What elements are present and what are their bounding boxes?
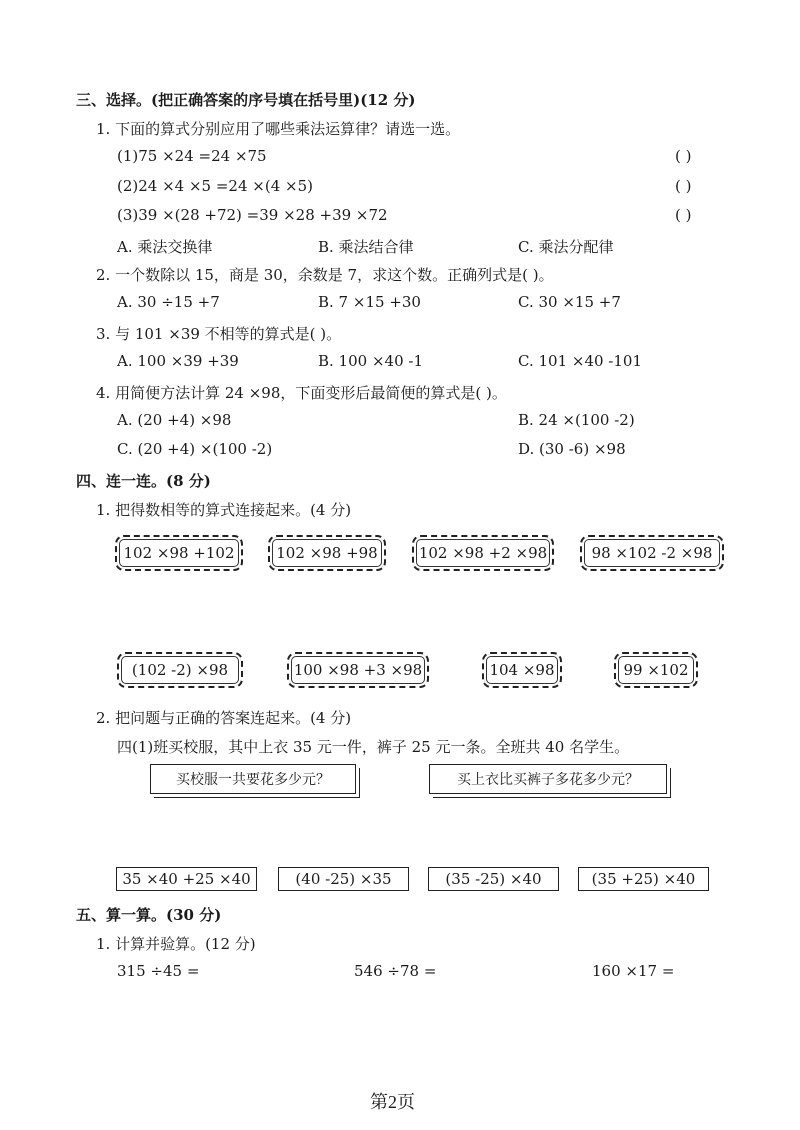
q1-item-2: (2)24 ×4 ×5 =24 ×(4 ×5) bbox=[117, 177, 313, 195]
section3-title: 三、选择。(把正确答案的序号填在括号里)(12 分) bbox=[76, 91, 416, 109]
section5-title: 五、算一算。(30 分) bbox=[76, 906, 222, 924]
page-number: 第2页 bbox=[370, 1092, 415, 1112]
s4-q1-stem: 1. 把得数相等的算式连接起来。(4 分) bbox=[96, 501, 352, 519]
q2-stem: 2. 一个数除以 15，商是 30，余数是 7，求这个数。正确列式是( )。 bbox=[96, 266, 554, 284]
question-box-total-cost[interactable]: 买校服一共要花多少元？ bbox=[150, 764, 356, 794]
q2-option-a: A. 30 ÷15 +7 bbox=[117, 293, 220, 311]
question-box-cost-difference[interactable]: 买上衣比买裤子多花多少元？ bbox=[429, 764, 667, 794]
q1-item-3: (3)39 ×(28 +72) =39 ×28 +39 ×72 bbox=[117, 206, 388, 224]
q1-option-a: A. 乘法交换律 bbox=[117, 238, 213, 256]
q1-stem: 1. 下面的算式分别应用了哪些乘法运算律？请选一选。 bbox=[96, 120, 461, 138]
answer-box-2[interactable]: (40 -25) ×35 bbox=[278, 867, 409, 891]
answer-box-1[interactable]: 35 ×40 +25 ×40 bbox=[116, 867, 257, 891]
s5-q1-stem: 1. 计算并验算。(12 分) bbox=[96, 935, 256, 953]
q4-option-a: A. (20 +4) ×98 bbox=[117, 411, 232, 429]
q3-option-a: A. 100 ×39 +39 bbox=[117, 352, 239, 370]
match-bottom-2[interactable]: 100 ×98 +3 ×98 bbox=[287, 652, 429, 688]
calc-item-2: 546 ÷78 = bbox=[354, 962, 437, 980]
match-bottom-1[interactable]: (102 -2) ×98 bbox=[117, 652, 243, 688]
match-top-1[interactable]: 102 ×98 +102 bbox=[115, 535, 243, 571]
q1-item-3-answer-blank[interactable]: ( ) bbox=[675, 206, 692, 224]
answer-box-3[interactable]: (35 -25) ×40 bbox=[428, 867, 559, 891]
s4-q2-context: 四(1)班买校服，其中上衣 35 元一件，裤子 25 元一条。全班共 40 名学生。 bbox=[117, 738, 630, 756]
q2-option-b: B. 7 ×15 +30 bbox=[318, 293, 421, 311]
q2-option-c: C. 30 ×15 +7 bbox=[518, 293, 621, 311]
q4-option-b: B. 24 ×(100 -2) bbox=[518, 411, 635, 429]
section4-title: 四、连一连。(8 分) bbox=[76, 472, 211, 490]
q4-option-d: D. (30 -6) ×98 bbox=[518, 440, 626, 458]
q1-item-2-answer-blank[interactable]: ( ) bbox=[675, 177, 692, 195]
q3-stem: 3. 与 101 ×39 不相等的算式是( )。 bbox=[96, 325, 342, 343]
calc-item-1: 315 ÷45 = bbox=[117, 962, 200, 980]
q4-stem: 4. 用简便方法计算 24 ×98，下面变形后最简便的算式是( )。 bbox=[96, 384, 507, 402]
q4-option-c: C. (20 +4) ×(100 -2) bbox=[117, 440, 273, 458]
q1-item-1: (1)75 ×24 =24 ×75 bbox=[117, 147, 267, 165]
calc-item-3: 160 ×17 = bbox=[592, 962, 675, 980]
q3-option-c: C. 101 ×40 -101 bbox=[518, 352, 642, 370]
answer-box-4[interactable]: (35 +25) ×40 bbox=[578, 867, 709, 891]
q1-option-c: C. 乘法分配律 bbox=[518, 238, 614, 256]
q1-option-b: B. 乘法结合律 bbox=[318, 238, 414, 256]
q1-item-1-answer-blank[interactable]: ( ) bbox=[675, 147, 692, 165]
match-top-3[interactable]: 102 ×98 +2 ×98 bbox=[412, 535, 554, 571]
match-top-4[interactable]: 98 ×102 -2 ×98 bbox=[580, 535, 724, 571]
match-top-2[interactable]: 102 ×98 +98 bbox=[268, 535, 386, 571]
s4-q2-stem: 2. 把问题与正确的答案连起来。(4 分) bbox=[96, 709, 352, 727]
match-bottom-3[interactable]: 104 ×98 bbox=[482, 652, 562, 688]
match-bottom-4[interactable]: 99 ×102 bbox=[614, 652, 698, 688]
q3-option-b: B. 100 ×40 -1 bbox=[318, 352, 423, 370]
